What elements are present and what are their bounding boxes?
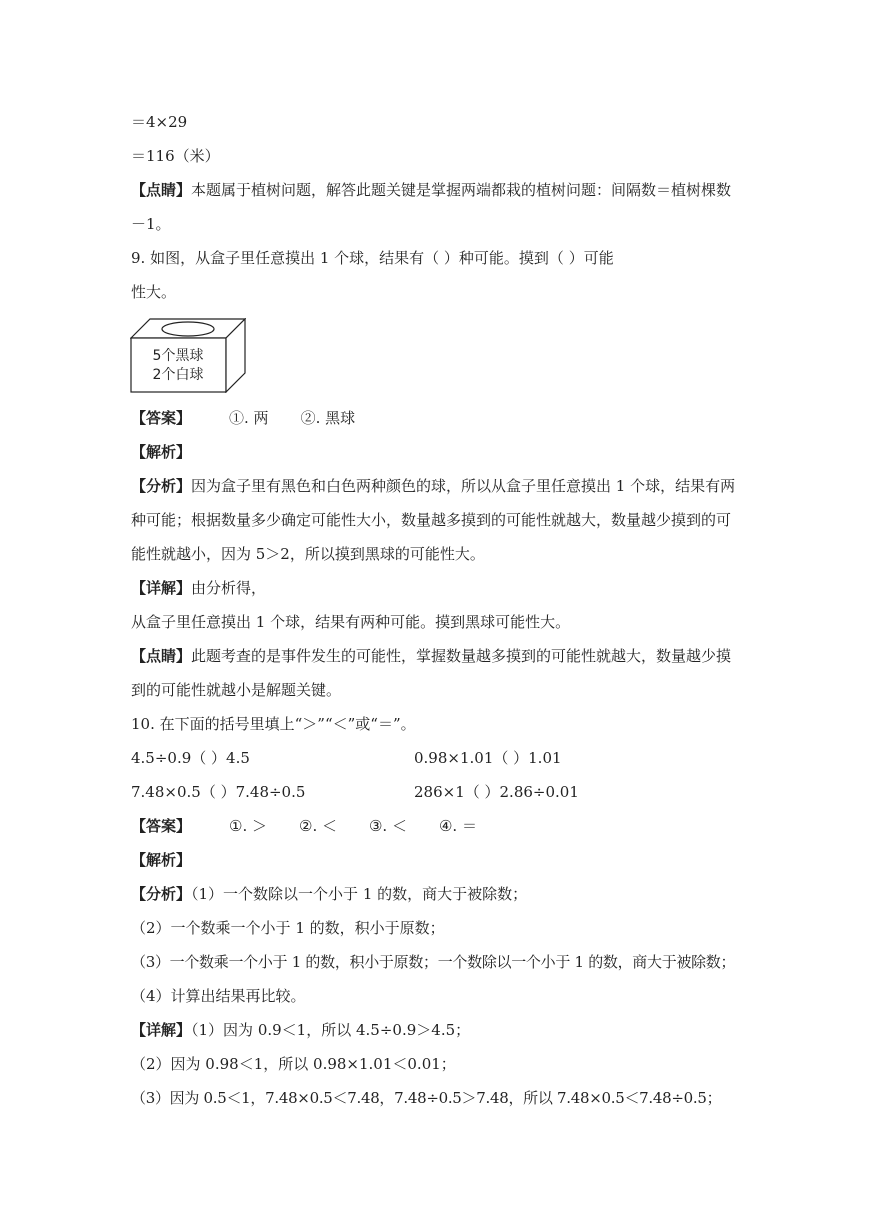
q9-analysis-line-3: 能性就越小，因为 5＞2，所以摸到黑球的可能性大。 [131,545,485,563]
q9-jiexi: 【解析】 [131,443,192,461]
answer-tag: 【答案】 [131,817,192,835]
tip-tag: 【点睛】 [131,647,192,665]
calc-line-1: ＝4×29 [131,113,188,131]
q9-tip-line-2: 到的可能性就越小是解题关键。 [131,681,342,699]
q10-answer [131,816,477,836]
tip-text: 本题属于植树问题，解答此题关键是掌握两端都栽的植树问题：间隔数＝植树棵数 [191,181,732,199]
detail-tag: 【详解】 [131,579,192,597]
analysis-tag: 【分析】 [131,885,192,903]
q10-row2-right: 286×1（ ）2.86÷0.01 [414,783,579,801]
q9-stem-line-1: 9. 如图，从盒子里任意摸出 1 个球，结果有（ ）种可能。摸到（ ）可能 [131,249,614,267]
answer-3: ③. ＜ [368,817,407,835]
q10-row2-left: 7.48×0.5（ ）7.48÷0.5 [131,783,306,801]
q9-stem-line-2: 性大。 [131,283,177,301]
q10-detail-line-1 [131,1020,470,1040]
q10-jiexi: 【解析】 [131,851,192,869]
q10-detail-line-2: （2）因为 0.98＜1，所以 0.98×1.01＜0.01； [131,1055,456,1073]
q9-analysis-line-1 [131,476,735,496]
q10-analysis-line-3: （3）一个数乘一个小于 1 的数，积小于原数；一个数除以一个小于 1 的数，商大于被除数； [131,953,736,971]
answer-tag: 【答案】 [131,409,192,427]
q10-analysis-line-4: （4）计算出结果再比较。 [131,987,306,1005]
q8-tip [131,180,731,200]
calc-line-2: ＝116（米） [131,147,220,165]
q10-analysis-line-1 [131,884,527,904]
q9-detail-line-1 [131,578,266,598]
answer-2: ②. 黑球 [300,409,356,427]
q9-analysis-line-2: 种可能；根据数量多少确定可能性大小，数量越多摸到的可能性就越大，数量越少摸到的可 [131,511,732,529]
q9-answer [131,408,355,428]
answer-4: ④. ＝ [438,817,477,835]
q10-row1-left: 4.5÷0.9（ ）4.5 [131,749,250,767]
analysis-text: 因为盒子里有黑色和白色两种颜色的球，所以从盒子里任意摸出 1 个球，结果有两 [191,477,736,495]
answer-1: ①. 两 [229,409,269,427]
analysis-tag: 【分析】 [131,477,192,495]
box-label-black: 5个黑球 [152,348,204,364]
q9-tip-line-1 [131,646,731,666]
detail-text: （1）因为 0.9＜1，所以 4.5÷0.9＞4.5； [191,1021,471,1039]
answer-2: ②. ＜ [299,817,337,835]
q8-tip-line-2: －1。 [131,215,171,233]
q10-detail-line-3: （3）因为 0.5＜1，7.48×0.5＜7.48，7.48÷0.5＞7.48，所以 7.48×0.5＜7.48÷0.5； [131,1089,722,1107]
tip-text: 此题考查的是事件发生的可能性，掌握数量越多摸到的可能性就越大，数量越少摸 [191,647,732,665]
detail-tag: 【详解】 [131,1021,192,1039]
q10-stem: 10. 在下面的括号里填上“＞”“＜”或“＝”。 [131,715,416,733]
answer-1: ①. ＞ [229,817,267,835]
tip-tag: 【点睛】 [131,181,192,199]
q10-row1-right: 0.98×1.01（ ）1.01 [414,749,562,767]
ball-box-figure [130,318,246,393]
q10-analysis-line-2: （2）一个数乘一个小于 1 的数，积小于原数； [131,919,445,937]
detail-text: 由分析得， [191,579,267,597]
q9-detail-line-2: 从盒子里任意摸出 1 个球，结果有两种可能。摸到黑球可能性大。 [131,613,571,631]
box-label-white: 2个白球 [152,367,204,383]
analysis-text: （1）一个数除以一个小于 1 的数，商大于被除数； [191,885,528,903]
